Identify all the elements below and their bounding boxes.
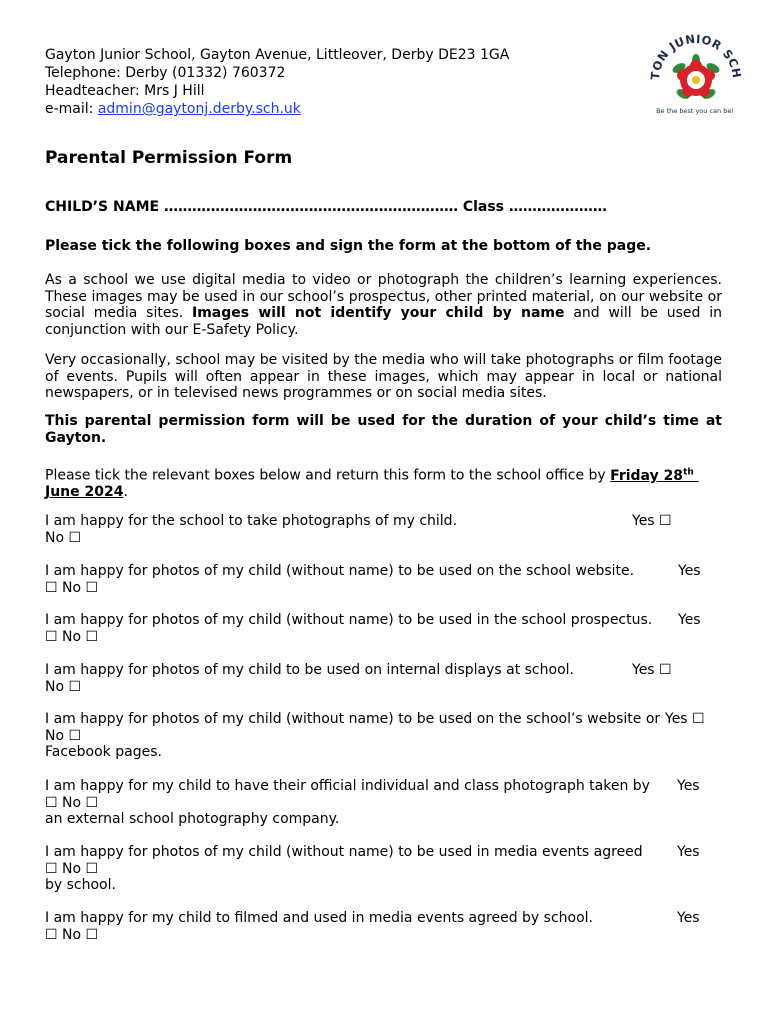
permission-question	[45, 513, 735, 546]
email-line	[45, 100, 509, 118]
question-text-continued: Facebook pages.	[45, 744, 162, 760]
yes-label: Yes	[677, 778, 700, 794]
instruction-text: Please tick the following boxes and sign the form at the bottom of the page.	[45, 238, 652, 254]
return-date-part2: June 2024	[45, 484, 124, 501]
school-logo-emblem	[637, 18, 753, 120]
form-title: Parental Permission Form	[45, 148, 293, 168]
return-end: .	[123, 484, 128, 501]
no-checkbox[interactable]: No ☐	[45, 529, 82, 546]
media-use-paragraph	[45, 272, 722, 338]
permission-question	[45, 662, 735, 695]
question-text: I am happy for photos of my child (without name) to be used on the school’s website or	[45, 711, 661, 727]
question-text: I am happy for my child to filmed and used in media events agreed by school.	[45, 910, 593, 926]
yes-checkbox[interactable]: Yes ☐	[632, 513, 672, 529]
return-text: Please tick the relevant boxes below and return this form to the school office by	[45, 467, 611, 484]
yes-label: Yes	[678, 612, 701, 628]
school-logo	[637, 18, 753, 120]
yes-no-checkboxes[interactable]: ☐ No ☐	[45, 794, 99, 811]
para1-text-a: As a school we use digital media to video or photograph the children’s learning experiences. These images may be used in our school’s prospectus, other printed material, on our website or social media sites.	[45, 272, 722, 321]
yes-label: Yes	[677, 844, 700, 860]
question-text-continued: an external school photography company.	[45, 811, 340, 827]
yes-no-checkboxes[interactable]: ☐ No ☐	[45, 860, 99, 877]
question-text: I am happy for photos of my child (without name) to be used on the school website.	[45, 563, 635, 579]
yes-no-checkboxes[interactable]: ☐ No ☐	[45, 579, 99, 596]
media-visit-paragraph: Very occasionally, school may be visited by the media who will take photographs or film footage of events. Pupils will often appear in these images, which may appear in local or national newspapers, or in televised news programmes or on social media sites.	[45, 352, 722, 401]
permission-question	[45, 910, 735, 943]
child-name-field[interactable]: CHILD’S NAME ……………………………………………………… Class …………………	[45, 199, 607, 215]
permission-question	[45, 844, 735, 894]
logo-motto: Be the best you can be!	[656, 107, 734, 115]
yes-checkbox[interactable]: Yes ☐	[665, 711, 705, 727]
question-text: I am happy for my child to have their official individual and class photograph taken by	[45, 778, 650, 794]
school-header	[45, 46, 509, 118]
yes-label: Yes	[677, 910, 700, 926]
question-text: I am happy for photos of my child (without name) to be used in the school prospectus.	[45, 612, 653, 628]
yes-checkbox[interactable]: Yes ☐	[632, 662, 672, 678]
headteacher: Headteacher: Mrs J Hill	[45, 83, 205, 99]
no-checkbox[interactable]: No ☐	[45, 727, 82, 744]
permission-question	[45, 778, 735, 828]
duration-paragraph: This parental permission form will be used for the duration of your child’s time at Gayton.	[45, 413, 722, 446]
question-text: I am happy for the school to take photographs of my child.	[45, 513, 458, 529]
para1-bold-text: Images will not identify your child by name	[192, 305, 565, 321]
logo-arc-text: TON JUNIOR SCH	[647, 31, 745, 81]
return-instruction	[45, 464, 722, 501]
school-telephone: Telephone: Derby (01332) 760372	[45, 65, 286, 81]
permission-question	[45, 711, 735, 761]
school-address: Gayton Junior School, Gayton Avenue, Littleover, Derby DE23 1GA	[45, 47, 510, 63]
permission-question	[45, 612, 735, 645]
return-date-sup: th	[683, 467, 694, 477]
email-label: e-mail:	[45, 101, 98, 117]
question-text-continued: by school.	[45, 877, 116, 893]
yes-no-checkboxes[interactable]: ☐ No ☐	[45, 926, 99, 943]
para1-text-b: and will be used in conjunction with our E-Safety Policy.	[45, 305, 722, 338]
no-checkbox[interactable]: No ☐	[45, 678, 82, 695]
return-date-part1: Friday 28	[610, 467, 684, 484]
return-date	[610, 468, 699, 484]
question-text: I am happy for photos of my child to be used on internal displays at school.	[45, 662, 574, 678]
permission-question	[45, 563, 735, 596]
yes-label: Yes	[678, 563, 701, 579]
yes-no-checkboxes[interactable]: ☐ No ☐	[45, 628, 99, 645]
question-text: I am happy for photos of my child (without name) to be used in media events agreed	[45, 844, 643, 860]
email-link[interactable]: admin@gaytonj.derby.sch.uk	[97, 101, 301, 117]
